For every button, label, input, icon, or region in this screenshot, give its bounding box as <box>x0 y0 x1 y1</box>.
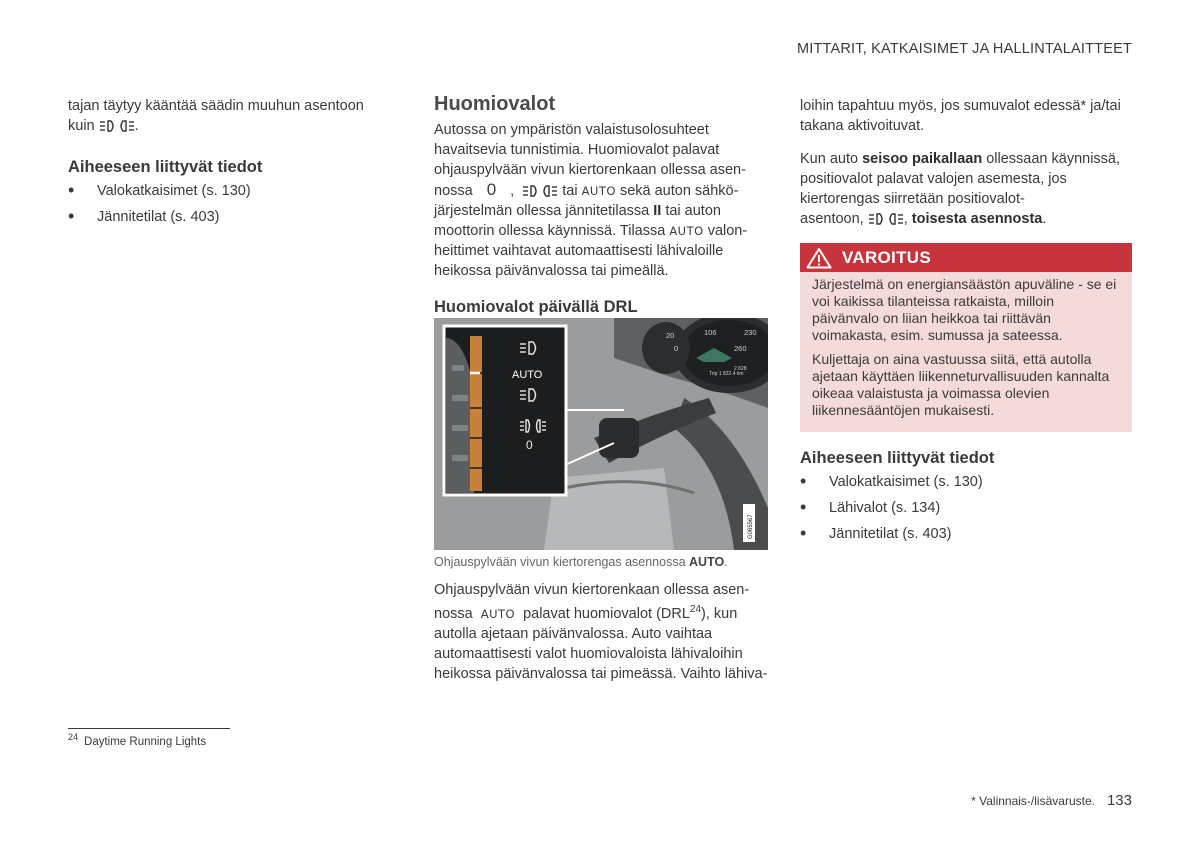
gauge-label: 230 <box>744 328 757 337</box>
trip-value: Trip 1 822.4 km <box>709 371 744 377</box>
related-link[interactable]: • Valokatkaisimet (s. 130) <box>68 181 388 201</box>
warning-paragraph: Järjestelmä on energiansäästön apuväline - se ei voi kaikissa tilanteissa ratkaista, milloin päivänvalo on liian heikkoa tai riittävän voimakasta, esim. sumussa ja sateessa. <box>812 276 1117 343</box>
warning-triangle-icon <box>806 247 832 269</box>
warning-paragraph: Kuljettaja on aina vastuussa siitä, että autolla ajetaan käyttäen liikenneturvallisuuden kannalta oikeaa valaistusta ja voimassa olevien liikennesääntöjen mukaisesti. <box>812 351 1110 418</box>
footnote-ref[interactable]: 24 <box>689 604 702 615</box>
position-light-icon <box>868 212 904 226</box>
paragraph-fog: loihin tapahtuu myös, jos sumuvalot edessä* ja/tai takana aktivoituvat. <box>800 98 1121 134</box>
footnote-text: Daytime Running Lights <box>84 735 207 748</box>
text: sekä auton sähkö- <box>619 183 739 199</box>
gauge-label: 106 <box>704 328 717 337</box>
auto-symbol: AUTO <box>669 224 704 238</box>
paragraph-continued <box>68 96 388 136</box>
column-left <box>68 96 388 233</box>
optional-equipment-note: * Valinnais-/lisävaruste. <box>971 794 1095 808</box>
figure-auto-label: AUTO <box>512 369 543 381</box>
auto-symbol: AUTO <box>480 606 516 621</box>
related-heading: Aiheeseen liittyvät tiedot <box>68 158 263 176</box>
odometer-value: 2 828 <box>734 366 747 372</box>
paragraph-intro <box>434 120 768 281</box>
text: heittimet vaihtavat automaattisesti lähivaloille heikossa päivänvalossa tai pimeällä. <box>434 243 724 279</box>
page-number: 133 <box>1106 792 1132 809</box>
related-link[interactable]: • Valokatkaisimet (s. 130) <box>800 472 1132 492</box>
footnote-number: 24 <box>68 732 79 742</box>
caption-text: Ohjauspylvään vivun kiertorengas asennossa <box>434 555 686 569</box>
figure-code: G065567 <box>748 514 754 539</box>
zero-position-symbol: 0 <box>486 180 497 199</box>
text: asentoon, <box>800 211 864 227</box>
running-header: MITTARIT, KATKAISIMET JA HALLINTALAITTEET <box>796 41 1132 57</box>
warning-body <box>800 272 1132 419</box>
related-link[interactable]: • Jännitetilat (s. 403) <box>68 207 388 227</box>
text: Kun auto <box>800 151 859 167</box>
text: järjestelmän ollessa jännitetilassa <box>434 203 650 219</box>
related-link[interactable]: • Lähivalot (s. 134) <box>800 498 1132 518</box>
warning-title: VAROITUS <box>842 247 931 267</box>
paragraph-standstill <box>800 149 1132 229</box>
auto-symbol: AUTO <box>581 184 616 198</box>
footnote <box>68 732 206 748</box>
text: Autossa on ympäristön valaistusolosuhteet havaitsevia tunnistimia. Huomiovalot palavat ohjauspylvään vivun kiertorenkaan ollessa asen- <box>434 122 746 178</box>
warning-header <box>800 243 1132 272</box>
related-link[interactable]: • Jännitetilat (s. 403) <box>800 524 1132 544</box>
text: ollessaan käynnissä, positiovalot palavat valojen asemesta, jos kiertorengas siirretään positiovalot- <box>800 151 1121 207</box>
text: , <box>510 183 515 199</box>
text: palavat huomiovalot (DRL <box>523 605 690 622</box>
related-list <box>800 472 1132 544</box>
section-title: Huomiovalot <box>434 93 556 115</box>
related-heading: Aiheeseen liittyvät tiedot <box>800 449 995 467</box>
ignition-mode-bold: II <box>653 203 662 219</box>
position-light-icon <box>522 184 558 198</box>
text: , <box>903 211 908 227</box>
subsection-title: Huomiovalot päivällä DRL <box>434 298 638 316</box>
gauge-label: 0 <box>674 344 679 353</box>
figure-zero-label: 0 <box>526 438 533 452</box>
text: nossa <box>434 183 473 199</box>
gauge-label: 20 <box>666 331 675 340</box>
gauge-label: 260 <box>734 344 747 353</box>
text: tai auton <box>665 203 721 219</box>
text-line: kuin <box>68 118 95 134</box>
page-footer <box>971 792 1132 809</box>
text: moottorin ollessa käynnissä. Tilassa <box>434 223 666 239</box>
warning-box <box>800 243 1132 432</box>
related-list <box>68 181 388 227</box>
illustration-graphic <box>434 318 768 550</box>
footnote-divider <box>68 728 230 729</box>
text-line: tajan täytyy kääntää säädin muuhun asentoon <box>68 98 364 114</box>
text: Ohjauspylvään vivun kiertorenkaan ollessa asen- <box>434 582 750 598</box>
column-middle <box>434 94 768 317</box>
steering-lever-illustration <box>434 318 768 550</box>
text: valon- <box>707 223 748 239</box>
text: . <box>1042 211 1047 227</box>
bold-text: toisesta asennosta <box>911 211 1043 227</box>
bold-text: seisoo paikallaan <box>862 151 983 167</box>
column-right <box>800 96 1132 229</box>
text: nossa <box>434 605 473 622</box>
text: tai <box>562 183 578 199</box>
caption-bold: AUTO <box>689 555 725 569</box>
figure-caption <box>434 555 728 569</box>
position-light-icon <box>99 119 135 133</box>
caption-period: . <box>724 555 728 569</box>
text: ), kun autolla ajetaan päivänvalossa. Auto vaihtaa automaattisesti valot huomiovaloista lähivaloihin heikossa päivänvalossa tai pimeässä. Vaihto lähiva- <box>434 605 768 682</box>
period: . <box>134 118 139 134</box>
related-section <box>800 448 1132 550</box>
paragraph-drl <box>434 580 768 684</box>
